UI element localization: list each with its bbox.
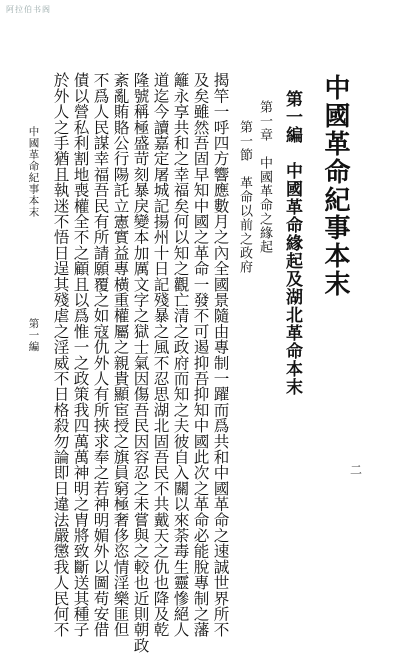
part-heading: 第一編 中國革命緣起及湖北革命本末 xyxy=(282,90,302,396)
running-part: 第一編 xyxy=(27,318,40,353)
body-column-2: 及矣雖然吾固早知中國之革命一發不可遏抑吾抑知中國此次之革命必能脫專制之藩 xyxy=(191,72,210,638)
library-watermark: 阿拉伯书阁 xyxy=(6,5,51,14)
page-number: 二 xyxy=(350,463,363,477)
book-title: 中國革命紀事本末 xyxy=(320,74,350,298)
body-column-8: 債以營私利割地喪權全不之顧且以爲惟一之政策我四萬萬神明之胄將致斷送其種子 xyxy=(71,72,90,638)
body-column-3: 籬永享共和之幸福矣何以知之觀亡清之政府而知之夫彼自入關以來荼毒生靈慘絕人 xyxy=(171,72,190,638)
body-column-9: 於外人之手猶且執迷不悟日逞其殘虐之淫威不日格殺勿論即日違法嚴懲我人民何不 xyxy=(51,72,70,638)
body-column-4: 道迄今讀嘉定屠城記揚州十日記殘暴之風不忍思湖北固吾民不共戴天之仇也降及乾 xyxy=(151,72,170,638)
running-title: 中國革命紀事本末 xyxy=(27,126,40,218)
chapter-heading: 第一章 中國革命之緣起 xyxy=(257,100,272,254)
section-heading: 第一節 革命以前之政府 xyxy=(237,120,252,274)
body-column-1: 揭竿一呼四方響應數月之內全國景隨由專制一躍而爲共和中國革命之速誠世界所不 xyxy=(211,72,230,638)
body-column-7: 不爲人民謀幸福吾民有所請願覆之如寇仇外人有所挾求奉之若神明媚外以圖苟安借 xyxy=(91,72,110,638)
body-column-6: 紊亂賄賂公行陽託立憲實益專橫重權屬之親貴顯宦授之旗員窮極奢侈恣情淫樂匪但 xyxy=(111,72,130,638)
body-column-5: 隆號稱極盛苛刻暴戾變本加厲文字之獄士氣因傷吾民因容忍之未嘗與之較也近則朝政 xyxy=(131,72,150,653)
